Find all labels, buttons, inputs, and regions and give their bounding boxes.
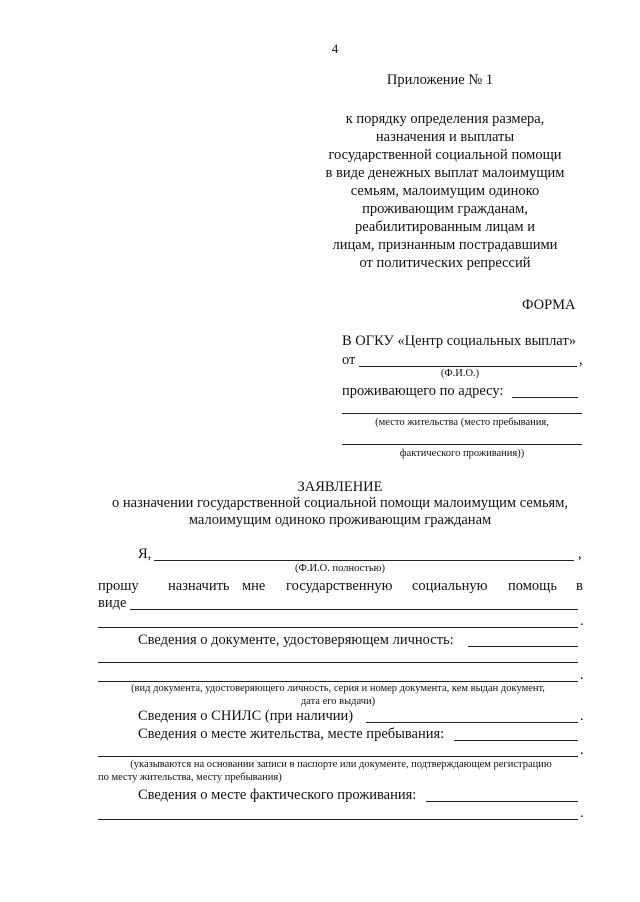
period: . xyxy=(580,742,584,758)
addressee-from: от xyxy=(342,352,356,368)
vide-label: виде xyxy=(98,595,127,611)
appendix-line: назначения и выплаты xyxy=(375,129,515,145)
period: . xyxy=(580,805,584,821)
actual-line[interactable] xyxy=(426,801,578,802)
form-label: ФОРМА xyxy=(522,297,576,313)
period: . xyxy=(580,667,584,683)
snils-label: Сведения о СНИЛС (при наличии) xyxy=(138,708,354,724)
place-hint: фактического проживания)) xyxy=(399,448,525,459)
appendix-line: лицам, признанным пострадавшими xyxy=(332,237,558,253)
fio-hint: (Ф.И.О.) xyxy=(440,368,480,379)
address-line[interactable] xyxy=(342,413,582,414)
fio-full-hint: (Ф.И.О. полностью) xyxy=(295,563,385,574)
fio-full-line[interactable] xyxy=(154,560,574,561)
residence-hint: по месту жительства, месту пребывания) xyxy=(98,772,282,783)
doc-hint: (вид документа, удостоверяющего личность, серия и номер документа, кем выдан документ, xyxy=(131,683,545,694)
help-type-line[interactable] xyxy=(130,609,578,610)
doc-label: Сведения о документе, удостоверяющем личность: xyxy=(138,632,454,648)
appendix-line: государственной социальной помощи xyxy=(328,147,562,163)
residing-label: проживающего по адресу: xyxy=(342,383,504,399)
request-word: мне xyxy=(242,578,266,594)
fio-full-comma: , xyxy=(578,546,582,562)
appendix-line: от политических репрессий xyxy=(359,255,531,271)
address-line[interactable] xyxy=(342,444,582,445)
snils-line[interactable] xyxy=(366,722,578,723)
residence-hint: (указываются на основании записи в паспорте или документе, подтверждающем регистрацию xyxy=(130,759,552,770)
request-word: помощь xyxy=(508,578,557,594)
residence-label: Сведения о месте жительства, месте пребывания: xyxy=(138,726,445,742)
appendix-line: к порядку определения размера, xyxy=(345,111,545,127)
actual-line[interactable] xyxy=(98,819,578,820)
appendix-line: в виде денежных выплат малоимущим xyxy=(325,165,565,181)
actual-label: Сведения о месте фактического проживания: xyxy=(138,787,417,803)
fio-line[interactable] xyxy=(359,366,577,367)
appendix-line: реабилитированным лицам и xyxy=(355,219,535,235)
period: . xyxy=(580,708,584,724)
residence-line[interactable] xyxy=(98,756,578,757)
fio-comma: , xyxy=(579,352,583,368)
period: . xyxy=(580,613,584,629)
residence-line[interactable] xyxy=(454,740,578,741)
appendix-title: Приложение № 1 xyxy=(386,72,494,88)
request-word: назначить xyxy=(168,578,230,594)
place-hint: (место жительства (место пребывания, xyxy=(375,417,549,428)
doc-line[interactable] xyxy=(468,646,578,647)
request-word: прошу xyxy=(98,578,139,594)
statement-subtitle: о назначении государственной социальной помощи малоимущим семьям, xyxy=(111,495,569,511)
request-word: социальную xyxy=(412,578,488,594)
statement-title: ЗАЯВЛЕНИЕ xyxy=(297,479,383,495)
ya-label: Я, xyxy=(138,546,152,562)
doc-line[interactable] xyxy=(98,681,578,682)
request-word: государственную xyxy=(286,578,393,594)
statement-subtitle: малоимущим одиноко проживающим гражданам xyxy=(188,512,492,528)
doc-hint: дата его выдачи) xyxy=(300,696,376,707)
doc-line[interactable] xyxy=(98,662,578,663)
request-word: в xyxy=(576,578,583,594)
help-type-line[interactable] xyxy=(98,627,578,628)
addressee-to: В ОГКУ «Центр социальных выплат» xyxy=(342,333,576,349)
appendix-line: семьям, малоимущим одиноко xyxy=(350,183,540,199)
appendix-line: проживающим гражданам, xyxy=(362,201,528,217)
page-number: 4 xyxy=(331,41,339,56)
address-line[interactable] xyxy=(512,397,578,398)
